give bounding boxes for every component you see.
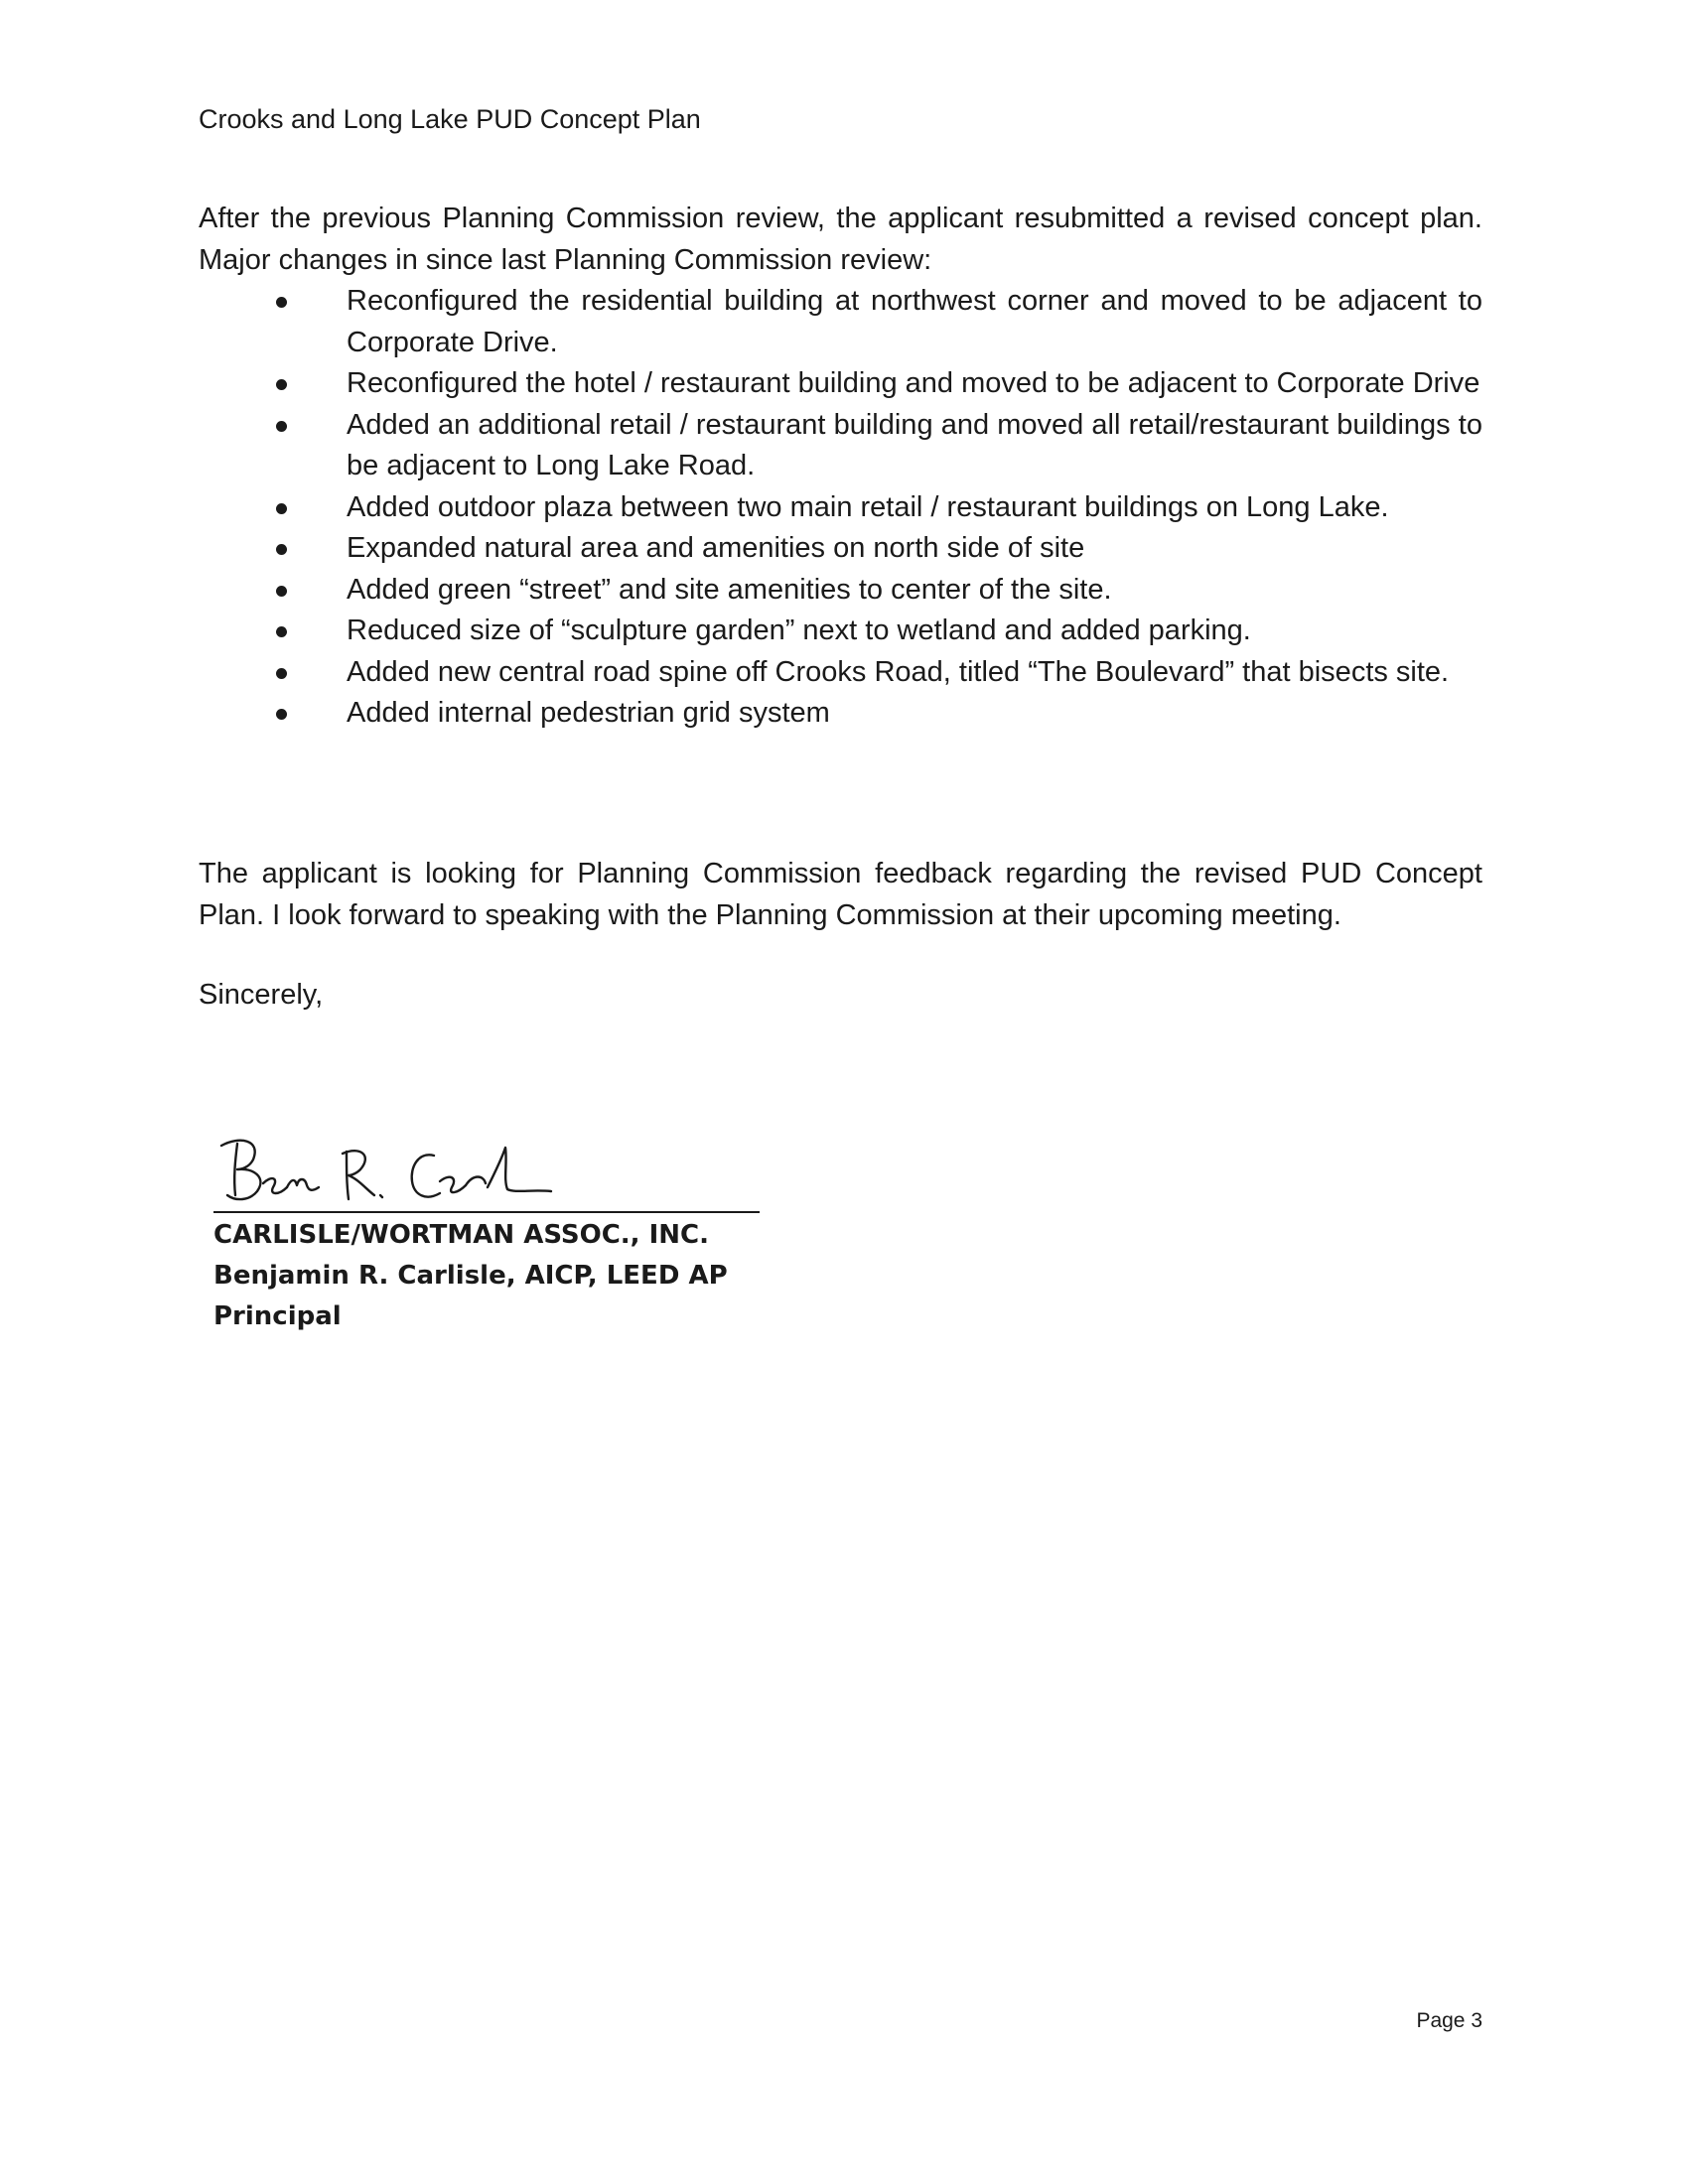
bullet-icon [276, 626, 287, 637]
closing-paragraph: The applicant is looking for Planning Commission feedback regarding the revised PUD Concept Plan. I look forward to speaking with the Planning Commission at their upcoming meeting. [199, 858, 1482, 931]
bullet-icon [276, 668, 287, 679]
signature-title: Principal [213, 1301, 342, 1331]
bullet-icon [276, 586, 287, 597]
list-item [199, 693, 1482, 735]
list-item-text: Added green “street” and site amenities to center of the site. [347, 573, 1112, 606]
signature-firm: CARLISLE/WORTMAN ASSOC., INC. [213, 1220, 709, 1250]
bullet-icon [276, 297, 287, 308]
list-item [199, 363, 1482, 405]
bullet-icon [276, 544, 287, 555]
signature-name: Benjamin R. Carlisle, AICP, LEED AP [213, 1261, 728, 1291]
list-item-text: Reduced size of “sculpture garden” next to wetland and added parking. [347, 614, 1251, 646]
salutation: Sincerely, [199, 979, 324, 1011]
intro-paragraph: After the previous Planning Commission review, the applicant resubmitted a revised concept plan. Major changes in since last Planning Commission review: [199, 203, 1482, 276]
changes-list [199, 281, 1482, 735]
list-item-text: Added outdoor plaza between two main retail / restaurant buildings on Long Lake. [347, 490, 1389, 523]
list-item-text: Reconfigured the hotel / restaurant building and moved to be adjacent to Corporate Drive [347, 367, 1480, 399]
list-item [199, 570, 1482, 612]
list-item-text: Added internal pedestrian grid system [347, 697, 830, 729]
list-item [199, 281, 1482, 363]
list-item [199, 405, 1482, 487]
list-item [199, 487, 1482, 529]
signature-block [213, 1130, 770, 1337]
page-number: Page 3 [1416, 2009, 1482, 2032]
handwritten-signature [213, 1130, 571, 1209]
list-item-text: Expanded natural area and amenities on north side of site [347, 532, 1085, 564]
list-item [199, 652, 1482, 694]
list-item [199, 528, 1482, 570]
bullet-icon [276, 421, 287, 432]
bullet-icon [276, 503, 287, 514]
list-item-text: Reconfigured the residential building at northwest corner and moved to be adjacent to Corporate Drive. [347, 285, 1482, 358]
list-item-text: Added new central road spine off Crooks Road, titled “The Boulevard” that bisects site. [347, 655, 1450, 688]
signature-line [213, 1211, 760, 1213]
list-item [199, 611, 1482, 652]
bullet-icon [276, 379, 287, 390]
list-item-text: Added an additional retail / restaurant building and moved all retail/restaurant buildings to be adjacent to Long Lake Road. [347, 408, 1482, 481]
running-header: Crooks and Long Lake PUD Concept Plan [199, 104, 701, 134]
bullet-icon [276, 709, 287, 720]
